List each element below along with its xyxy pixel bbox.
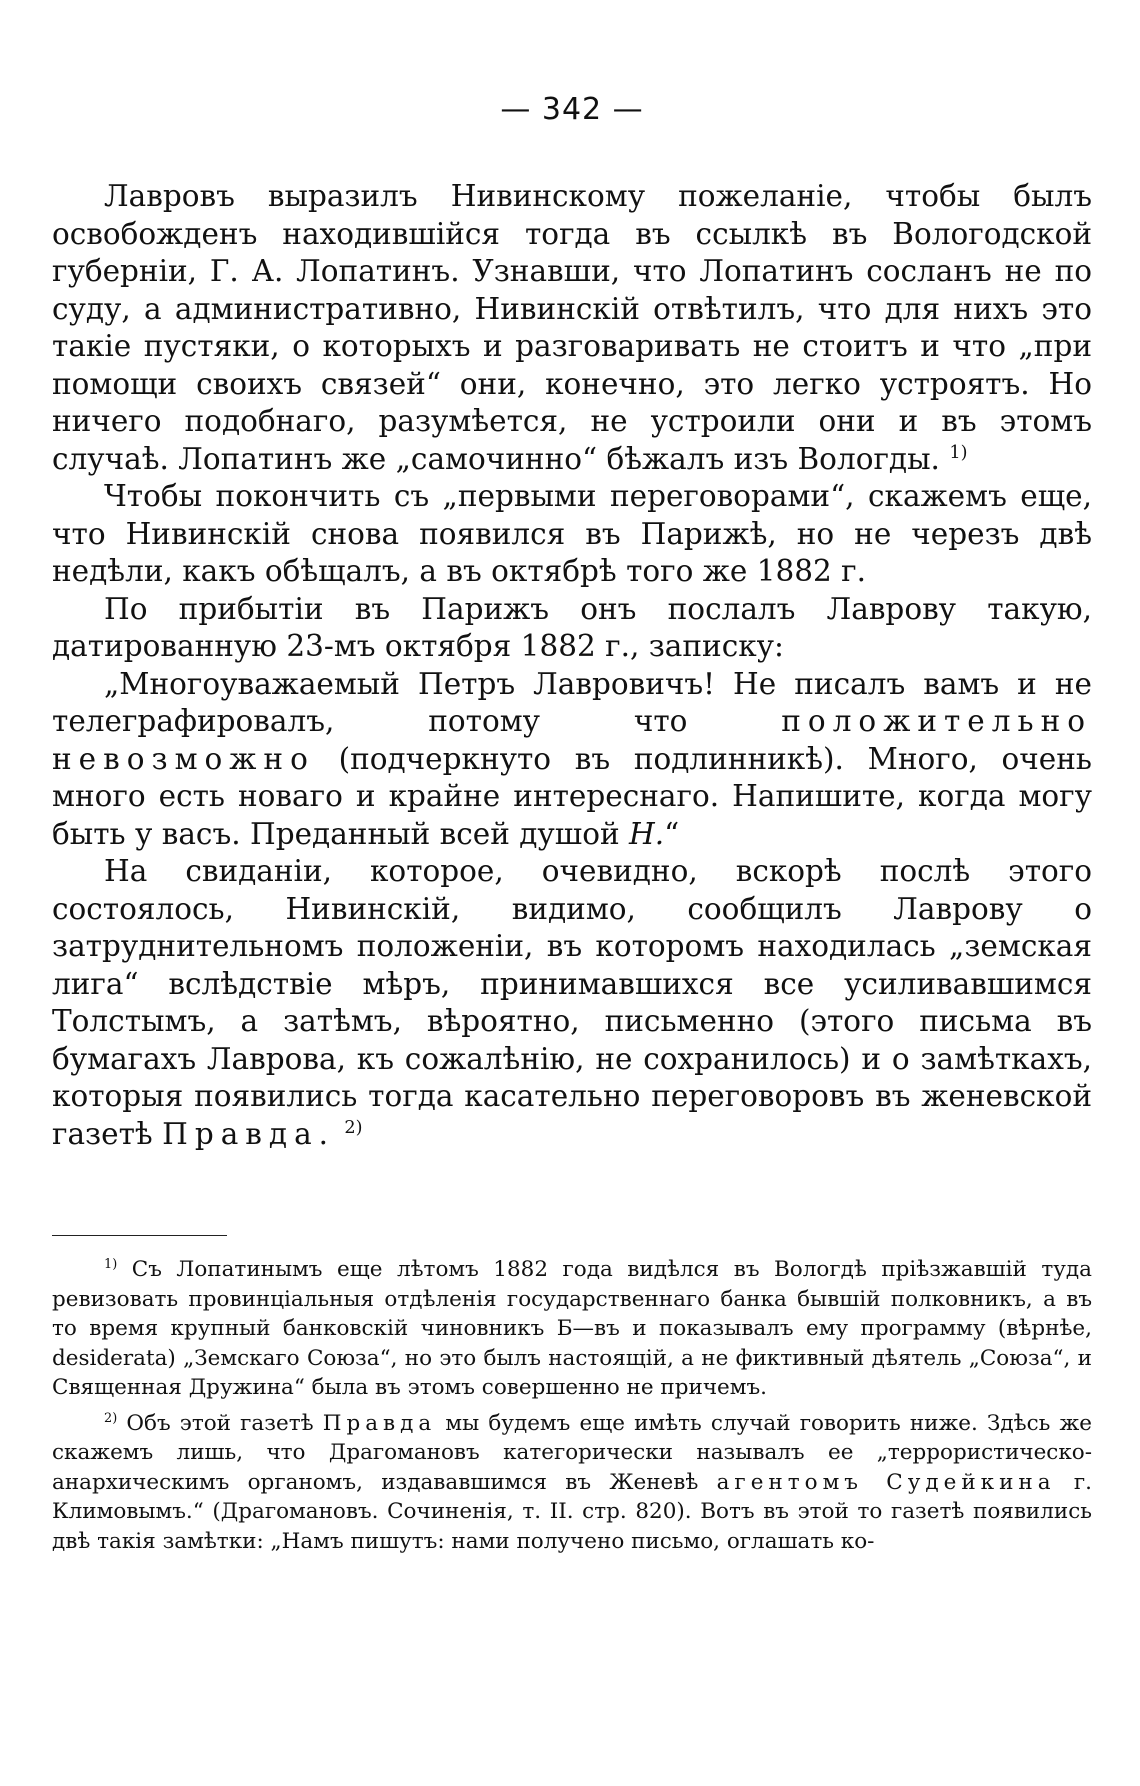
paragraph-3: По прибытіи въ Парижъ онъ послалъ Лаврову такую, датированную 23-мъ октября 1882 г., записку: bbox=[52, 591, 1092, 663]
footnotes bbox=[52, 1255, 1092, 1562]
paragraph-1-text: Лавровъ выразилъ Нивинскому пожеланіе, чтобы былъ освобожденъ находившійся тогда въ ссылкѣ въ Вологодской губерніи, Г. А. Лопатинъ. Узнавши, что Лопатинъ сосланъ не по суду, а административно, Нивинскій отвѣтилъ, что для нихъ это такіе пустяки, о которыхъ и разговаривать не стоитъ и что „при помощи своихъ связей“ они, конечно, это легко устроятъ. Но ничего подобнаго, разумѣется, не устроили они и въ этомъ случаѣ. Лопатинъ же „самочинно“ бѣжалъ изъ Вологды. bbox=[52, 179, 1092, 476]
letter-emphasis: положительно невозможно bbox=[52, 704, 1092, 776]
newspaper-name: Правда. bbox=[162, 1116, 336, 1151]
paragraph-2: Чтобы покончить съ „первыми переговорами“, скажемъ еще, что Нивинскій снова появился въ Парижѣ, но не черезъ двѣ недѣли, какъ обѣщалъ, а въ октябрѣ того же 1882 г. bbox=[52, 479, 1092, 588]
footnote-ref-2: 2) bbox=[344, 1117, 363, 1138]
footnote-2-newspaper: Правда bbox=[322, 1410, 437, 1436]
paragraph-4-letter bbox=[52, 666, 1092, 854]
letter-signature: Н. bbox=[629, 816, 665, 851]
footnote-1 bbox=[52, 1255, 1092, 1403]
letter-text-a: „Многоуважаемый Петръ Лавровичъ! Не писалъ вамъ и не телеграфировалъ, потому что bbox=[52, 666, 1092, 738]
footnote-2-text-c: г. Климовымъ.“ (Драгомановъ. Сочиненія, т. II. стр. 820). Вотъ въ этой то газетѣ появились двѣ такія замѣтки: „Намъ пишутъ: нами получено письмо, оглашать ко- bbox=[52, 1469, 1092, 1554]
footnote-2 bbox=[52, 1409, 1092, 1557]
footnote-1-mark: 1) bbox=[104, 1256, 118, 1272]
letter-text-b: (подчеркнуто въ подлинникѣ). Много, очень много есть новаго и крайне интереснаго. Напишите, когда могу быть у васъ. Преданный всей душой bbox=[52, 741, 1092, 851]
page-number: — 342 — bbox=[500, 92, 644, 127]
main-text bbox=[52, 178, 1092, 1153]
footnote-divider bbox=[52, 1235, 227, 1236]
footnote-2-text-b: мы будемъ еще имѣть случай говорить ниже. Здѣсь же скажемъ лишь, что Драгомановъ категорически называлъ ее „террористическо-анархическимъ органомъ, издававшимся въ Женевѣ bbox=[52, 1410, 1092, 1495]
paragraph-1 bbox=[52, 178, 1092, 478]
footnote-2-mark: 2) bbox=[104, 1410, 118, 1426]
paragraph-5 bbox=[52, 853, 1092, 1153]
footnote-2-agent: агентомъ Судейкина bbox=[716, 1469, 1056, 1495]
paragraph-5-text: На свиданіи, которое, очевидно, вскорѣ послѣ этого состоялось, Нивинскій, видимо, сообщилъ Лаврову о затруднительномъ положеніи, въ которомъ находилась „земская лига“ вслѣдствіе мѣръ, принимавшихся все усиливавшимся Толстымъ, а затѣмъ, вѣроятно, письменно (этого письма въ бумагахъ Лаврова, къ сожалѣнію, не сохранилось) и о замѣткахъ, которыя появились тогда касательно переговоровъ въ женевской газетѣ bbox=[52, 854, 1092, 1151]
footnote-2-text-a: Объ этой газетѣ bbox=[126, 1410, 314, 1436]
footnote-ref-1: 1) bbox=[949, 442, 968, 463]
letter-close-quote: “ bbox=[664, 816, 680, 851]
footnote-1-text: Съ Лопатинымъ еще лѣтомъ 1882 года видѣлся въ Вологдѣ пріѣзжавшій туда ревизовать провинціальныя отдѣленія государственнаго банка бывшій полковникъ, а въ то время крупный банковскій чиновникъ Б—въ и показывалъ ему программу (вѣрнѣе, desiderata) „Земскаго Союза“, но это былъ настоящій, а не фиктивный дѣятель „Союза“, и Священная Дружина“ была въ этомъ совершенно не причемъ. bbox=[52, 1257, 1092, 1400]
